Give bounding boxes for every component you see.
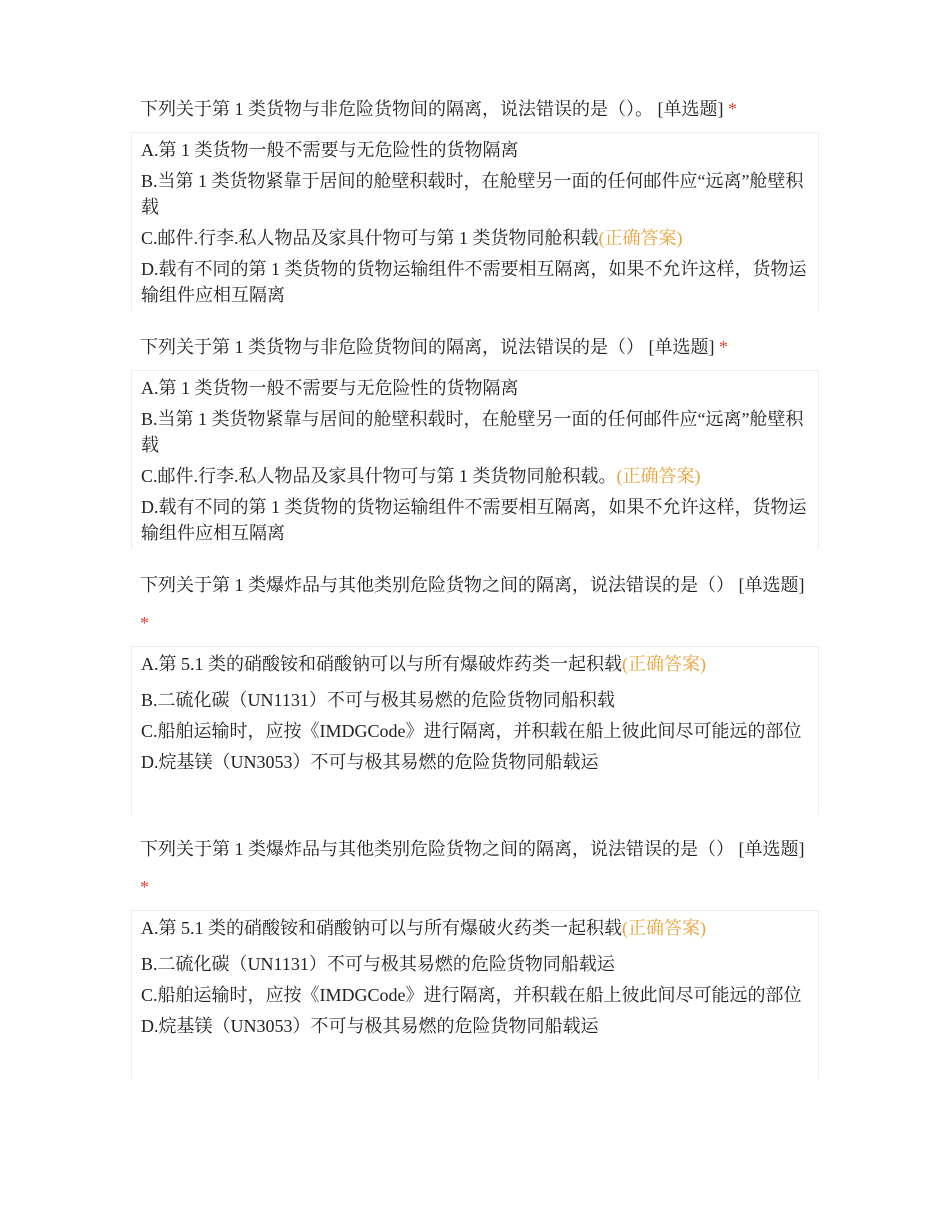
question-text: 下列关于第 1 类爆炸品与其他类别危险货物之间的隔离，说法错误的是（） [单选题]	[140, 575, 805, 595]
option-c[interactable]	[141, 718, 809, 744]
option-text: A.第 5.1 类的硝酸铵和硝酸钠可以与所有爆破炸药类一起积载	[141, 654, 622, 674]
correct-answer-label: (正确答案)	[598, 228, 683, 248]
option-b[interactable]	[141, 168, 809, 220]
question-text: 下列关于第 1 类货物与非危险货物间的隔离，说法错误的是（）。 [单选题]	[140, 99, 724, 119]
option-c[interactable]	[141, 463, 809, 489]
option-c[interactable]	[141, 982, 809, 1008]
option-d[interactable]	[141, 749, 809, 775]
question-2	[131, 328, 819, 549]
question-1	[131, 90, 819, 311]
option-c[interactable]	[141, 225, 809, 251]
option-d[interactable]	[141, 256, 809, 308]
option-text: D.载有不同的第 1 类货物的货物运输组件不需要相互隔离，如果不允许这样，货物运输组件应相互隔离	[141, 497, 807, 543]
options-box	[131, 910, 819, 1079]
question-text: 下列关于第 1 类爆炸品与其他类别危险货物之间的隔离，说法错误的是（） [单选题]	[140, 839, 805, 859]
required-mark: *	[140, 877, 149, 897]
question-title	[131, 830, 819, 906]
option-b[interactable]	[141, 406, 809, 458]
question-title	[131, 90, 819, 128]
option-d[interactable]	[141, 494, 809, 546]
option-a[interactable]	[141, 375, 809, 401]
option-a[interactable]	[141, 137, 809, 163]
option-text: B.当第 1 类货物紧靠与居间的舱壁积载时，在舱壁另一面的任何邮件应“远离”舱壁积载	[141, 409, 804, 455]
option-text: C.邮件.行李.私人物品及家具什物可与第 1 类货物同舱积载。	[141, 466, 617, 486]
options-box	[131, 370, 819, 549]
option-text: D.载有不同的第 1 类货物的货物运输组件不需要相互隔离，如果不允许这样，货物运输组件应相互隔离	[141, 259, 807, 305]
option-a[interactable]	[141, 915, 809, 941]
question-3	[131, 566, 819, 815]
correct-answer-label: (正确答案)	[622, 654, 706, 674]
option-text: C.船舶运输时，应按《IMDGCode》进行隔离，并积载在船上彼此间尽可能远的部位	[141, 985, 802, 1005]
correct-answer-label: (正确答案)	[616, 466, 701, 486]
options-box	[131, 132, 819, 311]
option-text: A.第 5.1 类的硝酸铵和硝酸钠可以与所有爆破火药类一起积载	[141, 918, 622, 938]
option-text: B.二硫化碳（UN1131）不可与极其易燃的危险货物同船积载	[141, 690, 615, 710]
required-mark: *	[719, 337, 728, 357]
option-text: C.邮件.行李.私人物品及家具什物可与第 1 类货物同舱积载	[141, 228, 599, 248]
option-text: A.第 1 类货物一般不需要与无危险性的货物隔离	[141, 378, 519, 398]
option-text: D.烷基镁（UN3053）不可与极其易燃的危险货物同船载运	[141, 1016, 599, 1036]
required-mark: *	[728, 99, 737, 119]
option-d[interactable]	[141, 1013, 809, 1039]
question-4	[131, 830, 819, 1079]
question-title	[131, 566, 819, 642]
option-text: D.烷基镁（UN3053）不可与极其易燃的危险货物同船载运	[141, 752, 599, 772]
option-a[interactable]	[141, 651, 809, 677]
option-text: A.第 1 类货物一般不需要与无危险性的货物隔离	[141, 140, 519, 160]
required-mark: *	[140, 613, 149, 633]
option-text: B.二硫化碳（UN1131）不可与极其易燃的危险货物同船载运	[141, 954, 615, 974]
option-b[interactable]	[141, 687, 809, 713]
question-title	[131, 328, 819, 366]
option-text: C.船舶运输时，应按《IMDGCode》进行隔离，并积载在船上彼此间尽可能远的部位	[141, 721, 802, 741]
options-box	[131, 646, 819, 815]
question-text: 下列关于第 1 类货物与非危险货物间的隔离，说法错误的是（） [单选题]	[140, 337, 715, 357]
option-b[interactable]	[141, 951, 809, 977]
correct-answer-label: (正确答案)	[622, 918, 706, 938]
option-text: B.当第 1 类货物紧靠于居间的舱壁积载时，在舱壁另一面的任何邮件应“远离”舱壁积载	[141, 171, 804, 217]
